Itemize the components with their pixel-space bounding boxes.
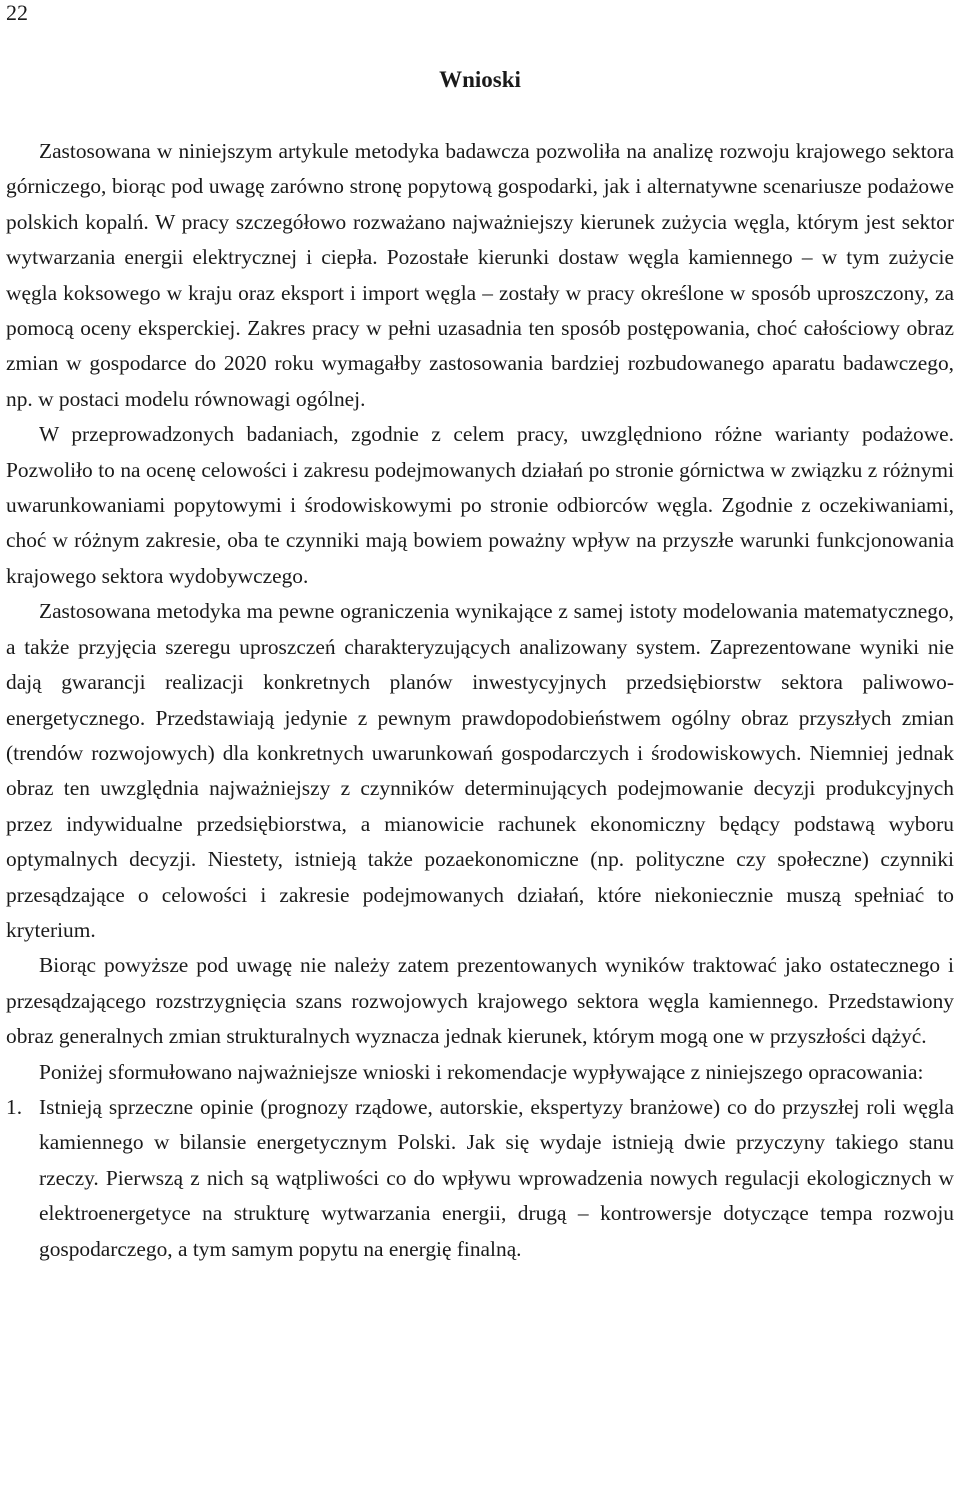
section-heading: Wnioski xyxy=(439,67,521,92)
paragraph: Poniżej sformułowano najważniejsze wnioski i rekomendacje wypływające z niniejszego opracowania: xyxy=(39,1059,924,1084)
paragraph: Zastosowana metodyka ma pewne ograniczenia wynikające z samej istoty modelowania matematycznego, a także przyjęcia szeregu uproszczeń charakteryzujących analizowany system. Zaprezentowane wyniki nie dają gwarancji realizacji konkretnych planów inwestycyjnych przedsiębiorstw sektora paliwowo-energetycznego. Przedstawiają jedynie z pewnym prawdopodobieństwem ogólny obraz przyszłych zmian (trendów rozwojowych) dla konkretnych uwarunkowań gospodarczych i środowiskowych. Niemniej jednak obraz ten uwzględnia najważniejszy z czynników determinujących podejmowanie decyzji produkcyjnych przez indywidualne przedsiębiorstwa, a mianowicie rachunek ekonomiczny będący podstawą wyboru optymalnych decyzji. Niestety, istnieją także pozaekonomiczne (np. polityczne czy społeczne) czynniki przesądzające o celowości i zakresie podejmowanych działań, które niekoniecznie muszą spełniać to kryterium. xyxy=(6,599,954,942)
paragraph: Zastosowana w niniejszym artykule metodyka badawcza pozwoliła na analizę rozwoju krajowego sektora górniczego, biorąc pod uwagę zarówno stronę popytową gospodarki, jak i alternatywne scenariusze podażowe polskich kopalń. W pracy szczegółowo rozważano najważniejszy kierunek zużycia węgla, którym jest sektor wytwarzania energii elektrycznej i ciepła. Pozostałe kierunki dostaw węgla kamiennego – w tym zużycie węgla koksowego w kraju oraz eksport i import węgla – zostały w pracy określone w sposób uproszczony, za pomocą oceny eksperckiej. Zakres pracy w pełni uzasadnia ten sposób postępowania, choć całościowy obraz zmian w gospodarce do 2020 roku wymagałby zastosowania bardziej rozbudowanego aparatu badawczego, np. w postaci modelu równowagi ogólnej. xyxy=(6,139,954,411)
page-number: 22 xyxy=(6,0,28,25)
paragraph: Biorąc powyższe pod uwagę nie należy zatem prezentowanych wyników traktować jako ostatecznego i przesądzającego rozstrzygnięcia szans rozwojowych krajowego sektora węgla kamiennego. Przedstawiony obraz generalnych zmian strukturalnych wyznacza jednak kierunek, którym mogą one w przyszłości dążyć. xyxy=(6,953,954,1049)
paragraph: W przeprowadzonych badaniach, zgodnie z celem pracy, uwzględniono różne warianty podażowe. Pozwoliło to na ocenę celowości i zakresu podejmowanych działań po stronie górnictwa w związku z różnymi uwarunkowaniami popytowymi i środowiskowymi po stronie odbiorców węgla. Zgodnie z oczekiwaniami, choć w różnym zakresie, oba te czynniki mają bowiem poważny wpływ na przyszłe warunki funkcjonowania krajowego sektora wydobywczego. xyxy=(6,422,954,588)
conclusions-list xyxy=(6,1090,954,1267)
list-item xyxy=(6,1090,954,1267)
list-item-text: Istnieją sprzeczne opinie (prognozy rządowe, autorskie, ekspertyzy branżowe) co do przyszłej roli węgla kamiennego w bilansie energetycznym Polski. Jak się wydaje istnieją dwie przyczyny takiego stanu rzeczy. Pierwszą z nich są wątpliwości co do wpływu wprowadzenia nowych regulacji ekologicznych w elektroenergetyce na strukturę wytwarzania energii, drugą – kontrowersje dotyczące tempa rozwoju gospodarczego, a tym samym popytu na energię finalną. xyxy=(39,1094,954,1261)
body-text xyxy=(6,134,954,1267)
list-item-number: 1. xyxy=(6,1094,23,1119)
